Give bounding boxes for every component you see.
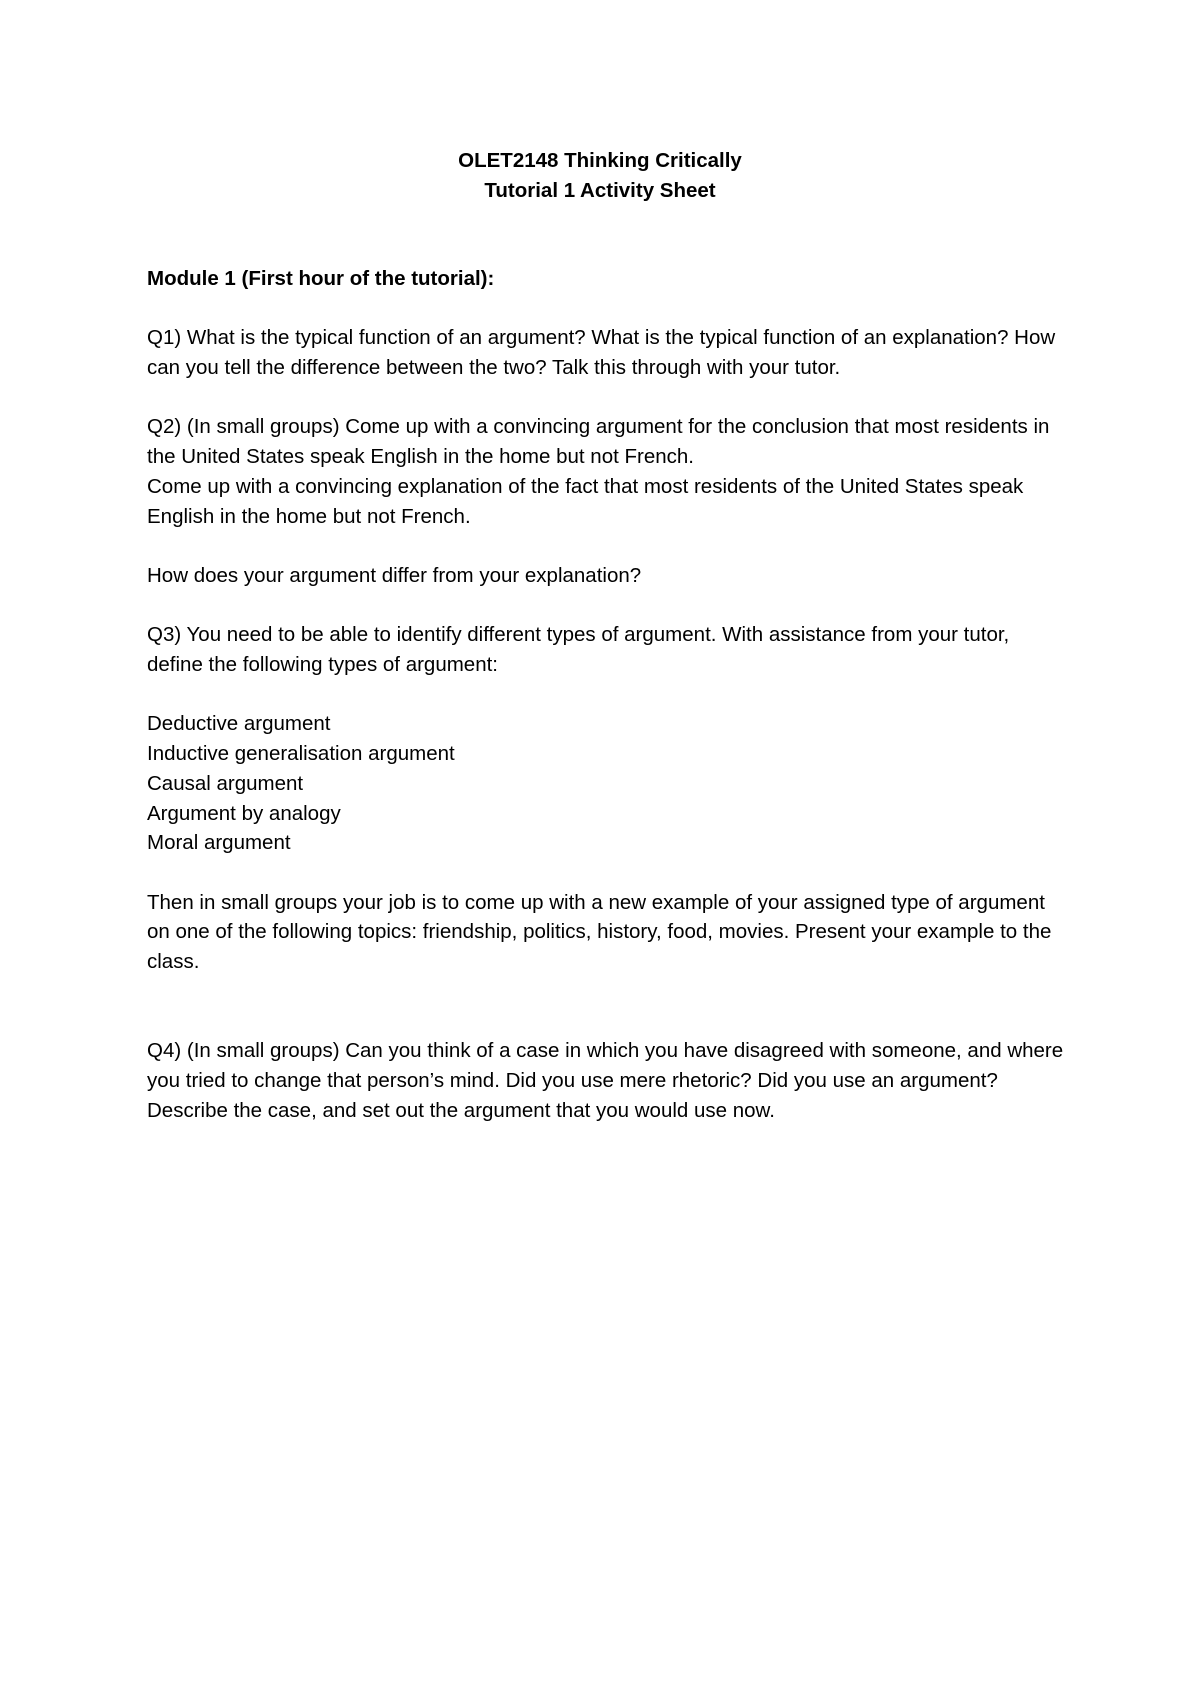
argument-types-list [147, 709, 1067, 858]
list-item: Moral argument [147, 831, 291, 855]
document-header [0, 146, 1200, 206]
question-3: Q3) You need to be able to identify different types of argument. With assistance from your tutor, define the following types of argument: [147, 623, 1010, 677]
question-3-task: Then in small groups your job is to come up with a new example of your assigned type of argument on one of the following topics: friendship, politics, history, food, movies. Present your example to the class. [147, 890, 1052, 974]
document-body [147, 264, 1067, 1155]
document-title: OLET2148 Thinking Critically [458, 149, 742, 172]
question-2-argument: Q2) (In small groups) Come up with a convincing argument for the conclusion that most residents in the United States speak English in the home but not French. [147, 415, 1050, 469]
question-2-explanation: Come up with a convincing explanation of the fact that most residents of the United States speak English in the home but not French. [147, 474, 1024, 528]
question-4: Q4) (In small groups) Can you think of a case in which you have disagreed with someone, and where you tried to change that person’s mind. Did you use mere rhetoric? Did you use an argument? Describe the case, and set out the argument that you would use now. [147, 1039, 1064, 1122]
list-item: Causal argument [147, 771, 304, 795]
list-item: Inductive generalisation argument [147, 742, 455, 766]
list-item: Deductive argument [147, 712, 331, 736]
question-2-followup: How does your argument differ from your explanation? [147, 563, 642, 587]
module-heading: Module 1 (First hour of the tutorial): [147, 267, 495, 290]
question-1: Q1) What is the typical function of an argument? What is the typical function of an explanation? How can you tell the difference between the two? Talk this through with your tutor. [147, 326, 1056, 380]
list-item: Argument by analogy [147, 801, 341, 825]
document-subtitle: Tutorial 1 Activity Sheet [484, 179, 716, 202]
